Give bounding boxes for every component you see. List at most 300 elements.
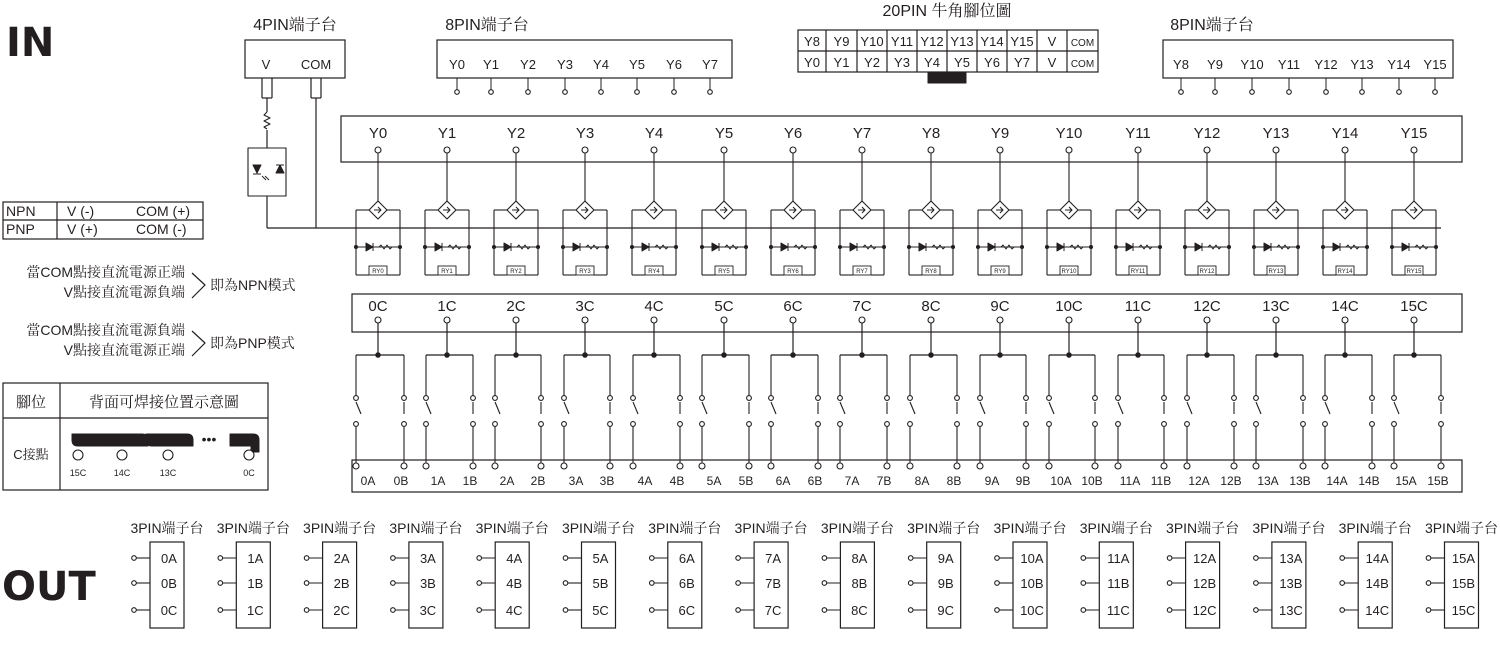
contact-label-a: 8A [914, 474, 930, 488]
contact-terminal-dot [1231, 463, 1237, 469]
contact-label-a: 2A [499, 474, 515, 488]
solder-point-icon [73, 450, 83, 460]
contact-label-b: 9B [1015, 474, 1031, 488]
relay-label-15: RY15 [1406, 269, 1422, 275]
terminal-dot [1370, 422, 1375, 427]
led-icon [988, 243, 995, 251]
terminal-dot [562, 396, 567, 401]
output-block-label: 12A [1193, 551, 1217, 566]
terminal-pin-dot [1397, 90, 1402, 95]
contact-terminal-dot [1092, 463, 1098, 469]
arrow-icon [1410, 207, 1417, 213]
terminal-pin-dot [650, 581, 655, 586]
terminal-dot [1254, 422, 1259, 427]
terminal-pin-dot [1167, 608, 1172, 613]
pin8-left-title: 8PIN端子台 [445, 17, 529, 34]
terminal-pin-dot [995, 581, 1000, 586]
relay-label-9: RY9 [994, 269, 1006, 275]
input-label-6: Y6 [783, 125, 803, 142]
terminal-pin-dot [822, 556, 827, 561]
common-terminal-dot [651, 317, 657, 323]
terminal-dot [424, 422, 429, 427]
pin-table-pin-label: 15C [69, 468, 87, 478]
terminal-pin-dot [1324, 90, 1329, 95]
pin20-bottom-cell: Y3 [894, 55, 910, 70]
mode-pnp: PNP [6, 221, 35, 237]
terminal-pin-dot [908, 608, 913, 613]
common-terminal-dot [997, 317, 1003, 323]
terminal-pin-dot [1213, 90, 1218, 95]
contact-terminal-dot [1391, 463, 1397, 469]
input-label-1: Y1 [437, 125, 457, 142]
contact-label-b: 14B [1358, 474, 1380, 488]
contact-label-a: 6A [775, 474, 791, 488]
pin20-bottom-cell: Y5 [954, 55, 970, 70]
pin20-bottom-cell: Y0 [804, 55, 820, 70]
switch-blade-icon [356, 402, 361, 414]
output-block-label: 6C [678, 603, 696, 618]
terminal-pin-dot [1081, 581, 1086, 586]
input-label-0: Y0 [368, 125, 388, 142]
terminal-pin-dot [736, 556, 741, 561]
output-block-label: 1A [247, 551, 264, 566]
terminal-dot [816, 396, 821, 401]
solder-point-icon [117, 450, 127, 460]
contact-label-b: 12B [1220, 474, 1242, 488]
arrow-icon [927, 207, 934, 213]
terminal-dot [354, 396, 359, 401]
terminal-dot [908, 422, 913, 427]
terminal-dot [1392, 422, 1397, 427]
common-label-10: 10C [1055, 298, 1083, 315]
relay-label-0: RY0 [372, 269, 384, 275]
output-block-label: 2C [333, 603, 350, 618]
pin-table-header-left: 腳位 [15, 394, 47, 411]
arrow-icon [443, 207, 450, 213]
common-label-1: 1C [437, 298, 457, 315]
output-block-label: 7A [765, 551, 782, 566]
output-block-label: 8C [851, 603, 868, 618]
input-terminal-dot [375, 147, 381, 153]
common-terminal-dot [1411, 317, 1417, 323]
terminal-dot [1323, 396, 1328, 401]
relay-label-8: RY8 [925, 269, 937, 275]
terminal-dot [955, 396, 960, 401]
terminal-pin-dot [218, 608, 223, 613]
contact-label-a: 4A [637, 474, 653, 488]
output-block-label: 5C [592, 603, 609, 618]
relay-label-2: RY2 [510, 269, 522, 275]
led-icon [504, 243, 511, 251]
output-block-label: 0B [161, 576, 177, 591]
pin20-bottom-cell: Y1 [833, 55, 850, 70]
contact-terminal-dot [1115, 463, 1121, 469]
input-label-3: Y3 [575, 125, 595, 142]
terminal-pin-dot [1360, 90, 1365, 95]
common-label-3: 3C [575, 298, 595, 315]
terminal-dot [493, 396, 498, 401]
contact-label-b: 3B [599, 474, 615, 488]
contact-label-b: 5B [738, 474, 754, 488]
common-label-9: 9C [990, 298, 1010, 315]
pin-table-header-right: 背面可焊接位置示意圖 [88, 394, 240, 411]
led-icon [1264, 243, 1271, 251]
output-block-label: 9C [937, 603, 955, 618]
contact-terminal-dot [1253, 463, 1259, 469]
common-terminal-dot [1135, 317, 1141, 323]
pin20-top-cell: Y10 [860, 34, 884, 49]
terminal-dot [631, 422, 636, 427]
pin8-left-label: Y1 [483, 57, 499, 72]
resistor-icon [264, 112, 270, 129]
input-terminal-dot [1273, 147, 1279, 153]
output-block-label: 4B [506, 576, 523, 591]
terminal-pin-dot [736, 581, 741, 586]
relay-label-10: RY10 [1061, 269, 1077, 275]
common-terminal-dot [1204, 317, 1210, 323]
terminal-pin-dot [1081, 608, 1086, 613]
contact-terminal-dot [677, 463, 683, 469]
mode-pnp-com: COM (-) [136, 221, 187, 237]
terminal-pin-dot [1250, 90, 1255, 95]
terminal-pin-dot [1081, 556, 1086, 561]
input-terminal-dot [1411, 147, 1417, 153]
terminal-pin-dot [1287, 90, 1292, 95]
terminal-pin-dot [391, 608, 396, 613]
terminal-dot [1185, 422, 1190, 427]
output-block-label: 3B [419, 576, 436, 591]
pin20-bottom-cell: Y4 [924, 55, 940, 70]
contact-terminal-dot [815, 463, 821, 469]
arrow-icon [1341, 207, 1348, 213]
terminal-dot [631, 396, 636, 401]
output-block-title: 3PIN端子台 [389, 520, 463, 536]
common-terminal-dot [721, 317, 727, 323]
pin20-top-cell: Y15 [1010, 34, 1034, 49]
contact-label-a: 7A [844, 474, 860, 488]
output-block-title: 3PIN端子台 [561, 520, 636, 536]
terminal-dot [1301, 422, 1306, 427]
output-block-label: 6B [678, 576, 695, 591]
led-icon [1195, 243, 1202, 251]
terminal-pin-dot [672, 90, 677, 95]
diode-icon [276, 165, 284, 173]
arrow-icon [858, 207, 865, 213]
contact-terminal-dot [470, 463, 476, 469]
switch-blade-icon [702, 402, 707, 414]
mode-npn-com: COM (+) [136, 203, 191, 219]
terminal-dot [562, 422, 567, 427]
switch-blade-icon [495, 402, 500, 414]
led-icon [573, 243, 580, 251]
contact-terminal-dot [746, 463, 752, 469]
output-block-label: 14A [1365, 551, 1389, 566]
terminal-dot [1392, 396, 1397, 401]
terminal-dot [1254, 396, 1259, 401]
pin8-left-label: Y0 [449, 57, 465, 72]
input-label-2: Y2 [506, 125, 526, 142]
relay-label-7: RY7 [856, 269, 868, 275]
terminal-dot [885, 422, 890, 427]
output-block-title: 3PIN端子台 [1252, 520, 1326, 536]
pin20-top-cell: Y12 [920, 34, 944, 49]
contact-label-b: 4B [669, 474, 685, 488]
terminal-pin-dot [563, 608, 568, 613]
common-label-8: 8C [921, 298, 941, 315]
terminal-dot [1116, 422, 1121, 427]
terminal-pin-dot [1433, 90, 1438, 95]
terminal-dot [493, 422, 498, 427]
solder-pad-icon [146, 434, 193, 446]
output-block-title: 3PIN端子台 [993, 520, 1067, 536]
contact-terminal-dot [954, 463, 960, 469]
input-label-4: Y4 [644, 125, 664, 142]
input-label-12: Y12 [1193, 125, 1221, 142]
pin20-top-cell: Y8 [804, 34, 820, 49]
pin8-right-label: Y15 [1423, 57, 1447, 72]
terminal-pin-dot [1167, 581, 1172, 586]
input-label-10: Y10 [1055, 125, 1083, 142]
common-label-7: 7C [852, 298, 872, 315]
pnp-note-line1: 當COM點接直流電源負端 [26, 322, 185, 338]
led-icon [919, 243, 926, 251]
led-icon [1126, 243, 1133, 251]
contact-terminal-dot [1438, 463, 1444, 469]
contact-terminal-dot [837, 463, 843, 469]
output-block-title: 3PIN端子台 [734, 520, 808, 536]
pin-table-pin-label: 0C [243, 468, 255, 478]
terminal-pin-dot [599, 90, 604, 95]
arrow-icon [650, 207, 657, 213]
terminal-dot [838, 396, 843, 401]
terminal-dot [700, 422, 705, 427]
pin8-right-label: Y10 [1240, 57, 1264, 72]
pin8-left-label: Y3 [557, 57, 573, 72]
led-icon [850, 243, 857, 251]
contact-terminal-dot [1322, 463, 1328, 469]
arrow-icon [1134, 207, 1141, 213]
terminal-pin-dot [650, 556, 655, 561]
terminal-pin-dot [1179, 90, 1184, 95]
common-terminal-dot [1066, 317, 1072, 323]
switch-blade-icon [840, 402, 845, 414]
output-block-label: 6A [678, 551, 695, 566]
contact-terminal-dot [907, 463, 913, 469]
terminal-pin-dot [132, 581, 137, 586]
contact-label-b: 6B [807, 474, 823, 488]
output-block-label: 15B [1451, 576, 1476, 591]
terminal-pin-dot [391, 556, 396, 561]
output-block-label: 2B [333, 576, 350, 591]
output-block-label: 12B [1193, 576, 1217, 591]
common-terminal-dot [1273, 317, 1279, 323]
contact-label-b: 8B [946, 474, 962, 488]
common-label-12: 12C [1193, 298, 1221, 315]
pin8-right-label: Y14 [1387, 57, 1411, 72]
output-block-label: 2A [333, 551, 350, 566]
output-block-label: 15C [1451, 603, 1476, 618]
solder-pad-icon [101, 434, 148, 446]
pin20-bottom-cell: Y6 [984, 55, 1000, 70]
terminal-dot [978, 396, 983, 401]
terminal-dot [1232, 396, 1237, 401]
terminal-pin-dot [477, 556, 482, 561]
output-block-label: 8B [851, 576, 868, 591]
output-block-title: 3PIN端子台 [216, 520, 290, 536]
pin8-left-label: Y5 [629, 57, 645, 72]
contact-label-a: 3A [568, 474, 584, 488]
output-block-label: 14C [1365, 603, 1390, 618]
terminal-pin-dot [455, 90, 460, 95]
pin20-title: 20PIN 牛角腳位圖 [882, 3, 1012, 20]
terminal-pin-dot [635, 90, 640, 95]
common-label-0: 0C [368, 298, 388, 315]
pin20-top-cell: Y9 [833, 34, 850, 49]
output-block-title: 3PIN端子台 [1079, 520, 1153, 536]
contact-terminal-dot [884, 463, 890, 469]
contact-terminal-dot [1046, 463, 1052, 469]
terminal-dot [1047, 422, 1052, 427]
terminal-pin-dot [477, 581, 482, 586]
contact-terminal-dot [423, 463, 429, 469]
led-icon [253, 165, 261, 173]
light-emission-icon [262, 176, 269, 180]
pin8-right-label: Y12 [1314, 57, 1338, 72]
relay-label-1: RY1 [441, 269, 453, 275]
terminal-dot [1093, 422, 1098, 427]
output-block-title: 3PIN端子台 [303, 520, 377, 536]
common-label-13: 13C [1262, 298, 1290, 315]
switch-blade-icon [1049, 402, 1054, 414]
terminal-pin-dot [822, 608, 827, 613]
led-icon [642, 243, 649, 251]
common-terminal-dot [513, 317, 519, 323]
terminal-dot [1232, 422, 1237, 427]
relay-label-5: RY5 [718, 269, 730, 275]
output-block-label: 3A [419, 551, 436, 566]
terminal-pin-dot [995, 608, 1000, 613]
terminal-pin-dot [1167, 556, 1172, 561]
brace-arrow-icon [192, 331, 205, 356]
terminal-dot [816, 422, 821, 427]
led-icon [1402, 243, 1409, 251]
contact-label-b: 15B [1427, 474, 1449, 488]
contact-terminal-dot [1023, 463, 1029, 469]
output-block-label: 14B [1365, 576, 1389, 591]
input-terminal-dot [444, 147, 450, 153]
common-terminal-dot [375, 317, 381, 323]
npn-note-line2: V點接直流電源負端 [63, 284, 185, 300]
terminal-dot [747, 422, 752, 427]
connector-key-notch [928, 72, 966, 83]
common-terminal-dot [928, 317, 934, 323]
input-terminal-dot [1204, 147, 1210, 153]
solder-point-icon [244, 450, 254, 460]
terminal-dot [1024, 396, 1029, 401]
mode-pnp-v: V (+) [67, 221, 98, 237]
terminal-dot [1439, 422, 1444, 427]
contact-label-a: 1A [430, 474, 446, 488]
relay-label-12: RY12 [1199, 269, 1215, 275]
relay-label-11: RY11 [1130, 269, 1146, 275]
terminal-dot [769, 396, 774, 401]
terminal-dot [678, 422, 683, 427]
contact-terminal-dot [1161, 463, 1167, 469]
switch-blade-icon [633, 402, 638, 414]
terminal-dot [1093, 396, 1098, 401]
pin8-left-label: Y2 [520, 57, 536, 72]
contact-terminal-dot [1300, 463, 1306, 469]
output-block-label: 0A [161, 551, 177, 566]
solder-pad-icon [230, 434, 259, 452]
contact-terminal-dot [630, 463, 636, 469]
contact-terminal-dot [1184, 463, 1190, 469]
terminal-dot [1162, 396, 1167, 401]
terminal-dot [1047, 396, 1052, 401]
pin4-title: 4PIN端子台 [253, 17, 337, 34]
terminal-dot [539, 422, 544, 427]
output-block-label: 13C [1278, 603, 1303, 618]
common-label-4: 4C [644, 298, 664, 315]
terminal-pin-dot [477, 608, 482, 613]
output-block-label: 7B [765, 576, 782, 591]
common-label-2: 2C [506, 298, 526, 315]
contact-label-a: 10A [1050, 474, 1072, 488]
terminal-dot [1370, 396, 1375, 401]
common-terminal-dot [444, 317, 450, 323]
contact-label-a: 14A [1326, 474, 1348, 488]
pin20-top-cell: COM [1070, 38, 1095, 49]
output-block-label: 10B [1020, 576, 1044, 591]
pin8-left-label: Y7 [702, 57, 718, 72]
output-block-label: 9A [937, 551, 954, 566]
led-icon [435, 243, 442, 251]
output-block-label: 5A [592, 551, 609, 566]
arrow-icon [581, 207, 588, 213]
input-terminal-dot [513, 147, 519, 153]
terminal-dot [424, 396, 429, 401]
output-block-label: 4A [506, 551, 523, 566]
terminal-pin-dot [1426, 608, 1431, 613]
arrow-icon [374, 207, 381, 213]
common-label-15: 15C [1400, 298, 1428, 315]
terminal-dot [1116, 396, 1121, 401]
terminal-dot [769, 422, 774, 427]
output-block-label: 1C [246, 603, 264, 618]
arrow-icon [996, 207, 1003, 213]
common-label-5: 5C [714, 298, 734, 315]
relay-label-14: RY14 [1337, 269, 1353, 275]
output-block-label: 13B [1279, 576, 1303, 591]
output-block-title: 3PIN端子台 [907, 520, 981, 536]
terminal-dot [354, 422, 359, 427]
terminal-pin-dot [1254, 608, 1259, 613]
terminal-pin-dot [489, 90, 494, 95]
terminal-pin-dot [708, 90, 713, 95]
terminal-dot [1185, 396, 1190, 401]
input-label-8: Y8 [921, 125, 941, 142]
input-terminal-dot [1135, 147, 1141, 153]
contact-terminal-dot [561, 463, 567, 469]
relay-label-4: RY4 [648, 269, 660, 275]
terminal-dot [700, 396, 705, 401]
switch-blade-icon [910, 402, 915, 414]
contact-terminal-dot [538, 463, 544, 469]
pin20-bottom-cell: COM [1070, 59, 1095, 70]
switch-blade-icon [980, 402, 985, 414]
output-block-label: 5B [592, 576, 609, 591]
pin-table-pin-label: 14C [113, 468, 131, 478]
